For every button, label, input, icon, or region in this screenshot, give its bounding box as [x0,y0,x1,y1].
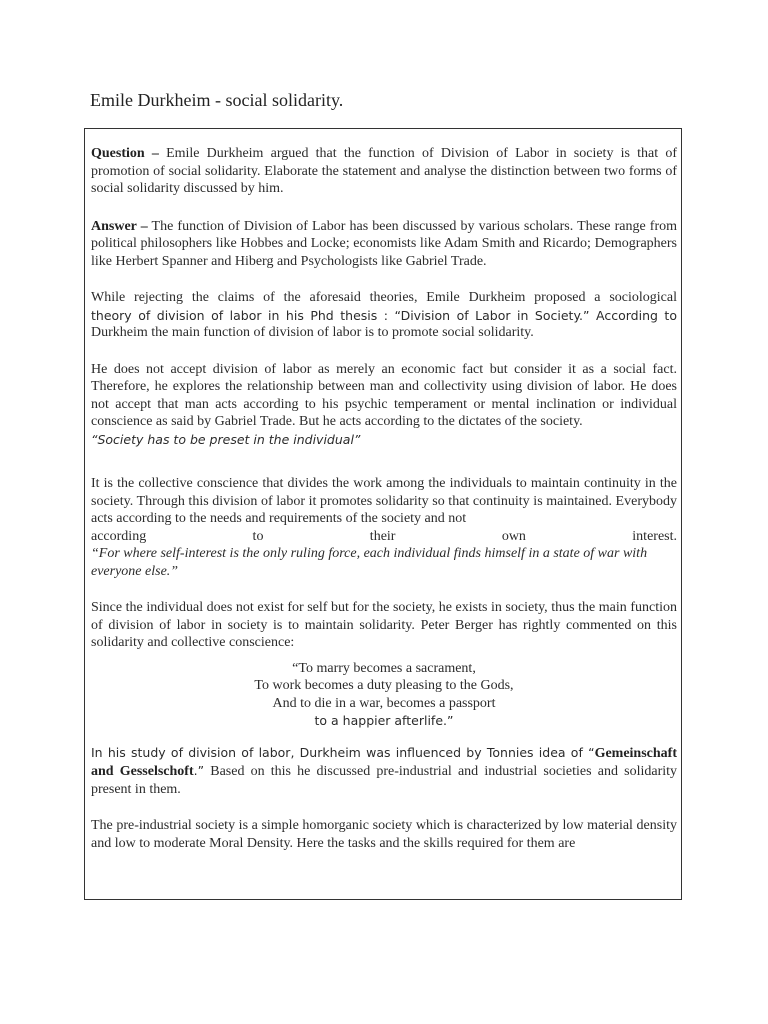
paragraph-solidarity [91,599,677,652]
paragraph-spread-line: according to their own interest. [91,528,677,544]
answer-paragraph [91,218,677,271]
question-paragraph [91,145,677,198]
italic-quote: “Society has to be preset in the individual” [91,431,361,447]
poem-line: to a happier afterlife.” [314,713,454,728]
paragraph-line-sans: theory of division of labor in his Phd thesis : “Division of Labor in Society.” According to [91,307,677,323]
question-text: Emile Durkheim argued that the function of Division of Labor in society is that of promotion of social solidarity. Elaborate the statement and analyse the distinction between two forms of social solidarity discussed by him. [91,146,677,196]
paragraph-collective-conscience [91,475,677,580]
answer-text: The function of Division of Labor has been discussed by various scholars. These range from political philosophers like Hobbes and Locke; economists like Adam Smith and Ricardo; Demographers like Herbert Spanner and Hiberg and Psychologists like Gabriel Trade. [91,218,677,269]
tonnies-tail: Based on this he discussed pre-industrial and industrial societies and solidarity present in them. [91,764,678,797]
tonnies-lead: In his study of division of labor, Durkheim was influenced by Tonnies idea of “ [91,744,595,760]
answer-label: Answer – [91,218,148,234]
berger-poem [91,660,677,730]
paragraph-text: It is the collective conscience that divides the work among the individuals to maintain continuity in the society. Through this division of labor it promotes solidarity so that continuity is maintained. Everybody acts according to the needs and requirements of the society and not [91,476,677,526]
question-answer-box [84,128,682,900]
paragraph-line: While rejecting the claims of the aforesaid theories, Emile Durkheim proposed a sociological [91,290,677,305]
italic-quote: “For where self-interest is the only ruling force, each individual finds himself in a state of war with everyone else.” [91,546,648,579]
poem-line: To work becomes a duty pleasing to the Gods, [254,678,514,693]
tonnies-mid: .” [193,763,205,778]
paragraph-pre-industrial: The pre-industrial society is a simple homorganic society which is characterized by low material density and low to moderate Moral Density. Here the tasks and the skills required for them are [91,818,677,851]
document-title: Emile Durkheim - social solidarity. [90,90,344,110]
paragraph-social-fact [91,361,677,449]
box-content [91,145,677,852]
poem-line: And to die in a war, becomes a passport [272,695,496,711]
paragraph-line: Durkheim the main function of division of labor is to promote social solidarity. [91,325,534,340]
question-label: Question – [91,146,159,161]
tonnies-concepts: Gemeinschaft and Gesselschoft [91,745,677,779]
poem-line: “To marry becomes a sacrament, [292,660,476,676]
paragraph-text: Since the individual does not exist for self but for the society, he exists in society, thus the main function of division of labor in society is to maintain solidarity. Peter Berger has rightly commented on this solidarity and collective conscience: [91,600,677,650]
paragraph-tonnies [91,744,677,799]
paragraph-durkheim-theory [91,289,677,342]
paragraph-text: He does not accept division of labor as merely an economic fact but consider it as a social fact. Therefore, he explores the relationship between man and collectivity using division of labor. He does not accept that man acts according to his psychic temperament or mental inclination or individual conscience as said by Gabriel Trade. But he acts according to the dictates of the society. [91,361,677,429]
